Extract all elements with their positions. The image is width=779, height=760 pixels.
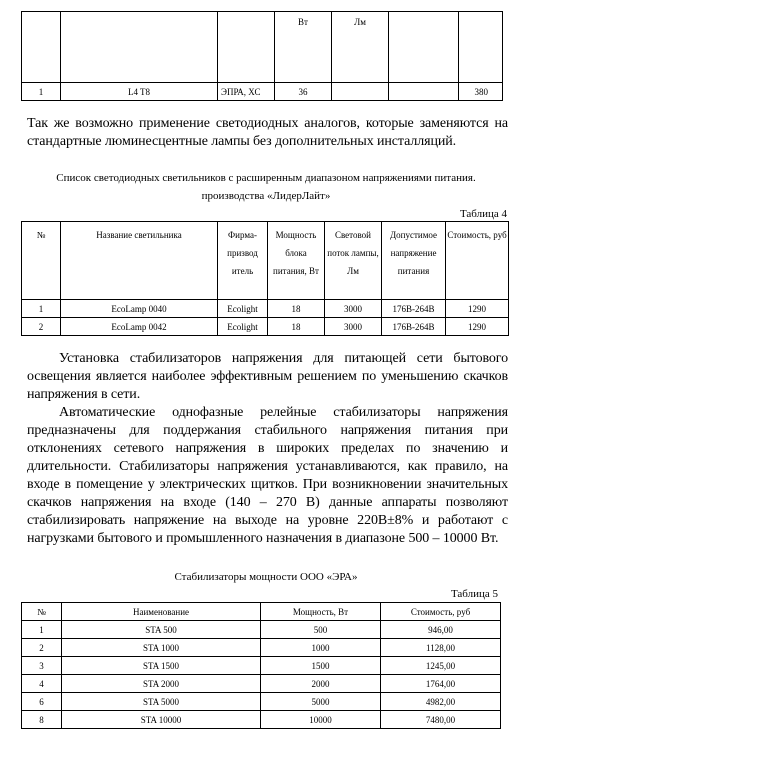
- cell-power: 500: [261, 621, 381, 639]
- cell-number: 1: [22, 300, 61, 318]
- cell-price: 4982,00: [381, 693, 501, 711]
- header-number: №: [22, 222, 61, 300]
- cell-power: 36: [275, 83, 332, 101]
- cell-number: 6: [22, 693, 62, 711]
- table-row: [22, 639, 501, 657]
- cell-flux: 3000: [325, 318, 382, 336]
- cell-price: 1128,00: [381, 639, 501, 657]
- header-name: Наименование: [62, 603, 261, 621]
- header-cell: [459, 12, 503, 83]
- cell-manufacturer: Ecolight: [218, 318, 268, 336]
- header-flux: Световой поток лампы, Лм: [325, 222, 382, 300]
- cell-voltage: 176В-264В: [382, 318, 446, 336]
- cell-voltage: 176В-264В: [382, 300, 446, 318]
- table-row: [22, 711, 501, 729]
- table-row: [22, 657, 501, 675]
- paragraph-stabilizer-description: Автоматические однофазные релейные стабилизаторы напряжения предназначены для поддержания стабильного напряжения питания при отклонениях сетевого напряжения в широких пределах по значению и длительности. Стабилизаторы напряжения устанавливаются, как правило, на входе в помещение у электрических щитков. При возникновении значительных скачков напряжения на входе (140 – 270 В) данные аппараты позволяют стабилизировать напряжение на выходе на уровне 220В±8% и работают с нагрузками бытового и промышленного назначения в диапазоне 500 – 10000 Вт.: [27, 405, 508, 546]
- cell-price: 380: [459, 83, 503, 101]
- table4-label: Таблица 4: [459, 208, 507, 220]
- table5-label: Таблица 5: [450, 588, 498, 600]
- table-header-row: [22, 12, 503, 83]
- table-row: [22, 318, 509, 336]
- table-row: [22, 300, 509, 318]
- cell-name: L4 T8: [61, 83, 218, 101]
- cell-name: STA 1000: [62, 639, 261, 657]
- cell-power: 2000: [261, 675, 381, 693]
- cell-ballast: ЭПРА, ХС: [218, 83, 275, 101]
- cell-flux: [332, 83, 389, 101]
- led-lamps-table: [21, 221, 509, 336]
- stabilizers-table: [21, 602, 501, 729]
- table-row: [22, 675, 501, 693]
- header-cell: [61, 12, 218, 83]
- header-power: Мощность блока питания, Вт: [268, 222, 325, 300]
- cell-power: 5000: [261, 693, 381, 711]
- header-cell: Лм: [332, 12, 389, 83]
- paragraph-led-analogs: Так же возможно применение светодиодных аналогов, которые заменяются на стандартные люминесцентные лампы без дополнительных инсталляций.: [27, 116, 508, 149]
- cell-name: EcoLamp 0042: [61, 318, 218, 336]
- cell-price: 1245,00: [381, 657, 501, 675]
- cell-name: STA 10000: [62, 711, 261, 729]
- table4-caption-line2: производства «ЛидерЛайт»: [201, 190, 331, 202]
- cell-number: 2: [22, 639, 62, 657]
- cell-name: STA 2000: [62, 675, 261, 693]
- cell-number: 4: [22, 675, 62, 693]
- cell-price: 1290: [446, 318, 509, 336]
- cell-number: 1: [22, 83, 61, 101]
- header-voltage: Допустимое напряжение питания: [382, 222, 446, 300]
- cell-manufacturer: Ecolight: [218, 300, 268, 318]
- cell-name: STA 1500: [62, 657, 261, 675]
- cell-number: 2: [22, 318, 61, 336]
- cell-name: STA 500: [62, 621, 261, 639]
- cell-power: 10000: [261, 711, 381, 729]
- header-number: №: [22, 603, 62, 621]
- table-row: [22, 693, 501, 711]
- cell-name: STA 5000: [62, 693, 261, 711]
- cell-power: 1000: [261, 639, 381, 657]
- cell-power: 18: [268, 300, 325, 318]
- table-header-row: [22, 603, 501, 621]
- cell-power: 18: [268, 318, 325, 336]
- cell-name: EcoLamp 0040: [61, 300, 218, 318]
- paragraph-stabilizer-install: Установка стабилизаторов напряжения для питающей сети бытового освещения является наиболее эффективным решением по уменьшению скачков напряжения в сети.: [27, 351, 508, 402]
- cell-number: 8: [22, 711, 62, 729]
- header-cell: [22, 12, 61, 83]
- header-cell: [389, 12, 459, 83]
- cell-power: 1500: [261, 657, 381, 675]
- table-header-row: [22, 222, 509, 300]
- table-row: [22, 83, 503, 101]
- cell-price: 1764,00: [381, 675, 501, 693]
- cell-price: 946,00: [381, 621, 501, 639]
- cell-price: 1290: [446, 300, 509, 318]
- table4-caption-line1: Список светодиодных светильников с расширенным диапазоном напряжениями питания.: [56, 172, 476, 184]
- header-cell: Вт: [275, 12, 332, 83]
- previous-lamps-table: [21, 11, 503, 101]
- header-name: Название светильника: [61, 222, 218, 300]
- header-price: Стоимость, руб: [381, 603, 501, 621]
- header-power: Мощность, Вт: [261, 603, 381, 621]
- header-manufacturer: Фирма-призвод итель: [218, 222, 268, 300]
- cell-voltage: [389, 83, 459, 101]
- header-cell: [218, 12, 275, 83]
- cell-flux: 3000: [325, 300, 382, 318]
- header-price: Стоимость, руб: [446, 222, 509, 300]
- table-row: [22, 621, 501, 639]
- cell-number: 3: [22, 657, 62, 675]
- cell-number: 1: [22, 621, 62, 639]
- table5-caption: Стабилизаторы мощности ООО «ЭРА»: [174, 571, 358, 583]
- cell-price: 7480,00: [381, 711, 501, 729]
